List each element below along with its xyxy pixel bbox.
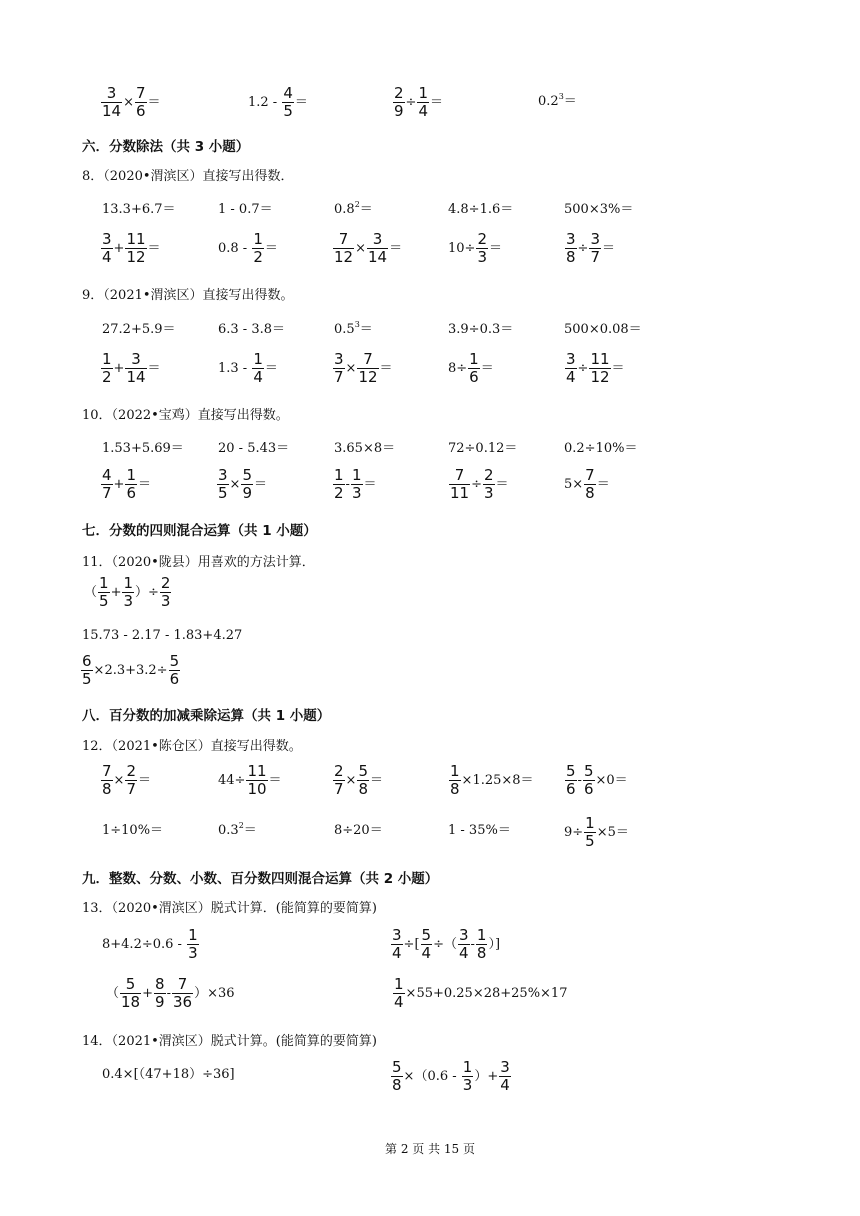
- q13-b: $\frac{3}{4}$ ÷[ $\frac{5}{4}$ ÷（ $\frac{3}{4}$ - $\frac{1}{8}$ ）]: [392, 926, 501, 962]
- q9-r2-c: $\frac{3}{7}$ × $\frac{7}{12}$ ＝: [334, 350, 393, 386]
- fraction: $\frac{3}{14}$: [102, 84, 122, 120]
- q9-r1-e: 500×0.08＝: [564, 322, 642, 337]
- q13-a: 8+4.2÷0.6 - $\frac{1}{3}$: [102, 926, 198, 962]
- expr-top-3: $\frac{2}{9}$ ÷ $\frac{1}{4}$ ＝: [394, 84, 444, 120]
- page-footer: 第 2 页 共 15 页: [385, 1142, 475, 1156]
- q8-r1-a: 13.3+6.7＝: [102, 202, 176, 217]
- expr-top-1: $\frac{3}{14}$ × $\frac{7}{6}$ ＝: [102, 84, 161, 120]
- fraction: $\frac{1}{4}$: [418, 84, 428, 120]
- q11-line-2: 15.73 - 2.17 - 1.83+4.27: [82, 628, 243, 643]
- q12-r1-c: $\frac{2}{7}$ × $\frac{5}{8}$ ＝: [334, 762, 384, 798]
- q11-line-3: $\frac{6}{5}$ ×2.3+3.2÷ $\frac{5}{6}$: [82, 652, 180, 688]
- section-9-title: 九．整数、分数、小数、百分数四则混合运算（共 2 小题）: [82, 871, 439, 887]
- q9-r2-d: 8÷ $\frac{1}{6}$ ＝: [448, 350, 494, 386]
- q14-a: 0.4×[（47+18）÷36]: [102, 1067, 235, 1082]
- q8-r2-a: $\frac{3}{4}$ + $\frac{11}{12}$ ＝: [102, 230, 161, 266]
- q12-r1-d: $\frac{1}{8}$ ×1.25×8＝: [450, 762, 534, 798]
- q11-line-1: （ $\frac{1}{5}$ + $\frac{1}{3}$ ）÷ $\frac{2}{3}$: [84, 574, 171, 610]
- expr-top-4: $0.2^3=$: [538, 92, 577, 109]
- q10-r1-e: 0.2÷10%＝: [564, 441, 638, 456]
- q12-r1-a: $\frac{7}{8}$ × $\frac{2}{7}$ ＝: [102, 762, 152, 798]
- q10-r2-b: $\frac{3}{5}$ × $\frac{5}{9}$ ＝: [218, 466, 268, 502]
- q9-r2-a: $\frac{1}{2}$ + $\frac{3}{14}$ ＝: [102, 350, 161, 386]
- q9-r1-a: 27.2+5.9＝: [102, 322, 176, 337]
- q12-r2-b: $0.3^2=$: [218, 821, 257, 838]
- question-11-header: 11．（2020•陇县）用喜欢的方法计算．: [82, 555, 315, 570]
- q8-r1-b: 1 - 0.7＝: [218, 202, 273, 217]
- q12-r2-c: 8÷20＝: [334, 823, 383, 838]
- q8-r2-e: $\frac{3}{8}$ ÷ $\frac{3}{7}$ ＝: [566, 230, 616, 266]
- q13-c: （ $\frac{5}{18}$ + $\frac{8}{9}$ - $\frac{7}{36}$ ）×36: [106, 975, 235, 1011]
- question-13-header: 13．（2020•渭滨区）脱式计算．(能简算的要简算): [82, 901, 377, 916]
- q10-r1-d: 72÷0.12＝: [448, 441, 518, 456]
- fraction: $\frac{2}{9}$: [394, 84, 404, 120]
- question-14-header: 14．（2021•渭滨区）脱式计算。(能简算的要简算): [82, 1034, 377, 1049]
- q12-r1-e: $\frac{5}{6}$ - $\frac{5}{6}$ ×0＝: [566, 762, 628, 798]
- q13-d: $\frac{1}{4}$ ×55+0.25×28+25%×17: [394, 975, 568, 1011]
- section-6-title: 六．分数除法（共 3 小题）: [82, 139, 250, 155]
- q8-r2-b: 0.8 - $\frac{1}{2}$ ＝: [218, 230, 278, 266]
- q10-r2-a: $\frac{4}{7}$ + $\frac{1}{6}$ ＝: [102, 466, 152, 502]
- q10-r1-a: 1.53+5.69＝: [102, 441, 184, 456]
- fraction: $\frac{4}{5}$: [283, 84, 293, 120]
- q10-r1-b: 20 - 5.43＝: [218, 441, 290, 456]
- q9-r2-b: 1.3 - $\frac{1}{4}$ ＝: [218, 350, 278, 386]
- q10-r2-d: $\frac{7}{11}$ ÷ $\frac{2}{3}$ ＝: [450, 466, 509, 502]
- q9-r1-d: 3.9÷0.3＝: [448, 322, 514, 337]
- q8-r2-c: $\frac{7}{12}$ × $\frac{3}{14}$ ＝: [334, 230, 403, 266]
- question-10-header: 10．（2022•宝鸡）直接写出得数。: [82, 408, 289, 423]
- q8-r1-e: 500×3%＝: [564, 202, 634, 217]
- q10-r2-e: 5× $\frac{7}{8}$ ＝: [564, 466, 610, 502]
- question-8-header: 8．（2020•渭滨区）直接写出得数．: [82, 169, 294, 184]
- section-7-title: 七．分数的四则混合运算（共 1 小题）: [82, 523, 317, 539]
- q10-r1-c: 3.65×8＝: [334, 441, 396, 456]
- q9-r1-b: 6.3 - 3.8＝: [218, 322, 286, 337]
- expr-top-2: 1.2 - $\frac{4}{5}$ ＝: [248, 84, 308, 120]
- q12-r1-b: 44÷ $\frac{11}{10}$ ＝: [218, 762, 282, 798]
- q12-r2-d: 1 - 35%＝: [448, 823, 511, 838]
- fraction: $\frac{7}{6}$: [136, 84, 146, 120]
- question-12-header: 12．（2021•陈仓区）直接写出得数。: [82, 739, 302, 754]
- q8-r1-d: 4.8÷1.6＝: [448, 202, 514, 217]
- q14-b: $\frac{5}{8}$ ×（0.6 - $\frac{1}{3}$ ）+ $\frac{3}{4}$: [392, 1058, 510, 1094]
- q12-r2-e: 9÷ $\frac{1}{5}$ ×5＝: [564, 814, 629, 850]
- q12-r2-a: 1÷10%＝: [102, 823, 164, 838]
- q10-r2-c: $\frac{1}{2}$ - $\frac{1}{3}$ ＝: [334, 466, 377, 502]
- q8-r1-c: $0.8^2=$: [334, 200, 373, 217]
- q9-r1-c: $0.5^3=$: [334, 320, 373, 337]
- question-9-header: 9．（2021•渭滨区）直接写出得数。: [82, 288, 294, 303]
- section-8-title: 八．百分数的加减乘除运算（共 1 小题）: [82, 708, 331, 724]
- q8-r2-d: 10÷ $\frac{2}{3}$ ＝: [448, 230, 502, 266]
- q9-r2-e: $\frac{3}{4}$ ÷ $\frac{11}{12}$ ＝: [566, 350, 625, 386]
